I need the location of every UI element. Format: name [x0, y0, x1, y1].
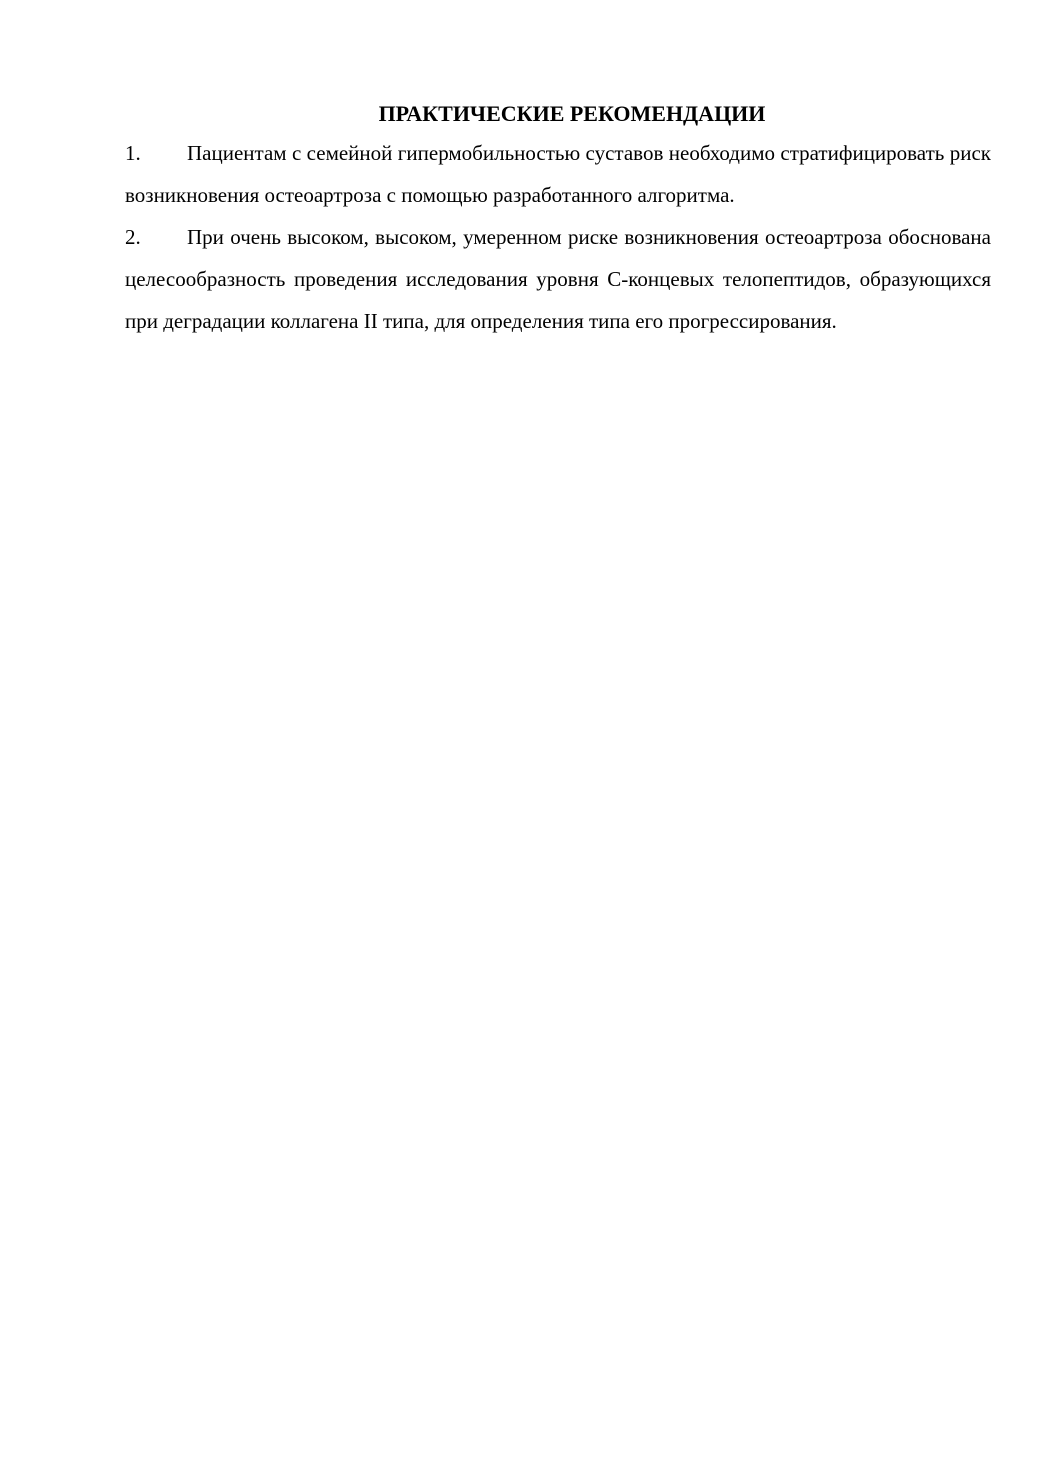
page-content [125, 98, 991, 342]
recommendation-item [125, 216, 991, 342]
recommendation-text: При очень высоком, высоком, умеренном риске возникновения остеоартроза обоснована целесообразность проведения исследования уровня С-концевых телопептидов, образующихся при деградации коллагена II типа, для определения типа его прогрессирования. [125, 225, 991, 333]
recommendation-number: 2. [125, 225, 141, 249]
recommendation-item [125, 132, 991, 216]
recommendations-list [125, 132, 991, 342]
recommendation-number: 1. [125, 141, 141, 165]
recommendation-text: Пациентам с семейной гипермобильностью суставов необходимо стратифицировать риск возникновения остеоартроза с помощью разработанного алгоритма. [125, 141, 991, 207]
section-title: ПРАКТИЧЕСКИЕ РЕКОМЕНДАЦИИ [378, 101, 766, 126]
